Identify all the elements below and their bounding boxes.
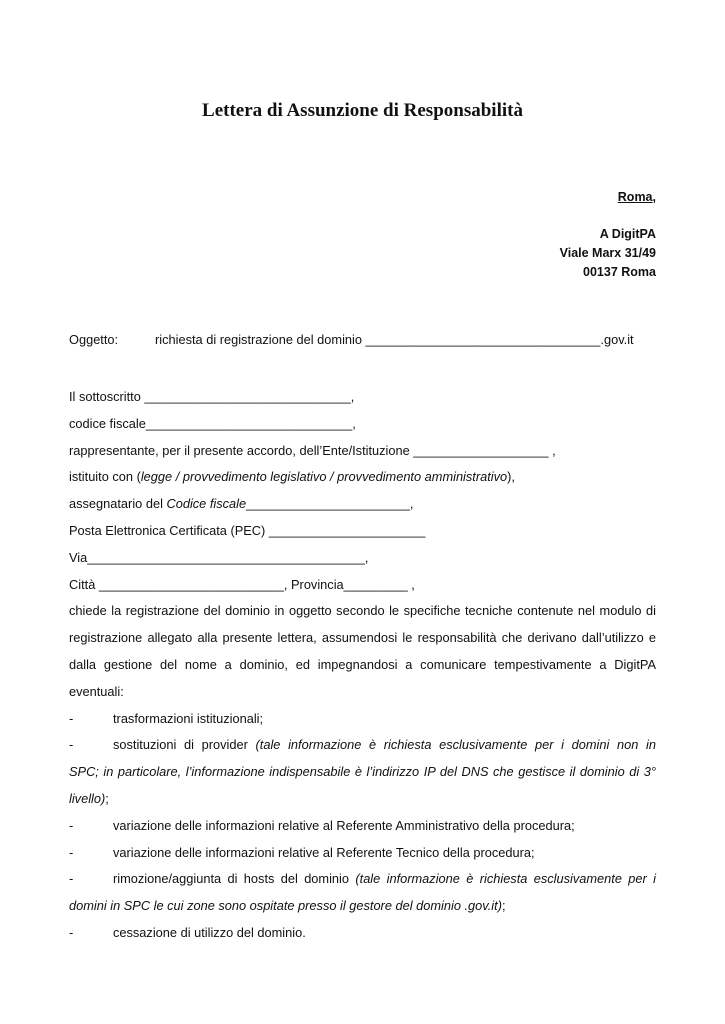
field-rappresentante: rappresentante, per il presente accordo, dell’Ente/Istituzione ___________________ , xyxy=(69,442,556,458)
item-text: sostituzioni di provider (tale informazione è richiesta esclusivamente per i domini non in xyxy=(113,737,657,753)
place-line xyxy=(618,190,656,204)
recipient-name: A DigitPA xyxy=(599,227,656,241)
subject-line xyxy=(69,332,659,347)
place-city: Roma xyxy=(617,190,653,204)
field-sottoscritto: Il sottoscritto _____________________________, xyxy=(69,389,355,404)
list-dash: - xyxy=(69,710,74,726)
list-item xyxy=(69,866,656,893)
list-dash: - xyxy=(69,871,74,887)
item-continuation: SPC; in particolare, l’informazione indispensabile è l’indirizzo IP del DNS che gestisce il dominio di 3° livello); xyxy=(69,764,656,806)
field-pec: Posta Elettronica Certificata (PEC) ______________________ xyxy=(69,522,426,538)
field-assegnatario: assegnatario del Codice fiscale_______________________, xyxy=(69,496,414,512)
request-paragraph: chiede la registrazione del dominio in oggetto secondo le specifiche tecniche contenute nel modulo di registrazione allegato alla presente lettera, assumendosi le responsabilità che derivano dall’utilizzo e dalla gestione del nome a dominio, ed impegnandosi a comunicare tempestivamente a DigitPA eventuali: xyxy=(69,603,656,699)
item-continuation: domini in SPC le cui zone sono ospitate presso il gestore del dominio .gov.it); xyxy=(69,898,506,914)
field-codice-fiscale: codice fiscale_____________________________, xyxy=(69,415,356,431)
list-dash: - xyxy=(69,817,74,833)
list-item xyxy=(69,840,656,867)
place-suffix: , xyxy=(652,190,656,204)
list-dash: - xyxy=(69,924,74,940)
list-item xyxy=(69,813,656,840)
item-text: variazione delle informazioni relative al Referente Tecnico della procedura; xyxy=(113,844,535,860)
list-item xyxy=(69,732,656,759)
letter-body xyxy=(69,384,656,947)
list-item xyxy=(69,920,656,947)
field-via: Via_______________________________________, xyxy=(69,549,369,565)
subject-text: richiesta di registrazione del dominio _________________________________.gov.it xyxy=(155,332,634,347)
field-istituito: istituito con (legge / provvedimento legislativo / provvedimento amministrativo), xyxy=(69,469,515,485)
list-item xyxy=(69,706,656,733)
item-text: variazione delle informazioni relative al Referente Amministrativo della procedura; xyxy=(113,817,575,833)
item-text: cessazione di utilizzo del dominio. xyxy=(113,924,306,940)
recipient-postcode-city: 00137 Roma xyxy=(583,265,656,279)
field-citta: Città __________________________, Provincia_________ , xyxy=(69,576,415,592)
document-title: Lettera di Assunzione di Responsabilità xyxy=(202,100,523,121)
list-dash: - xyxy=(69,844,74,860)
recipient-address xyxy=(560,225,656,282)
recipient-street: Viale Marx 31/49 xyxy=(559,246,656,260)
subject-label: Oggetto: xyxy=(69,332,119,347)
item-text: rimozione/aggiunta di hosts del dominio (tale informazione è richiesta esclusivamente per i xyxy=(113,871,656,887)
item-text: trasformazioni istituzionali; xyxy=(113,710,264,726)
list-dash: - xyxy=(69,737,74,753)
